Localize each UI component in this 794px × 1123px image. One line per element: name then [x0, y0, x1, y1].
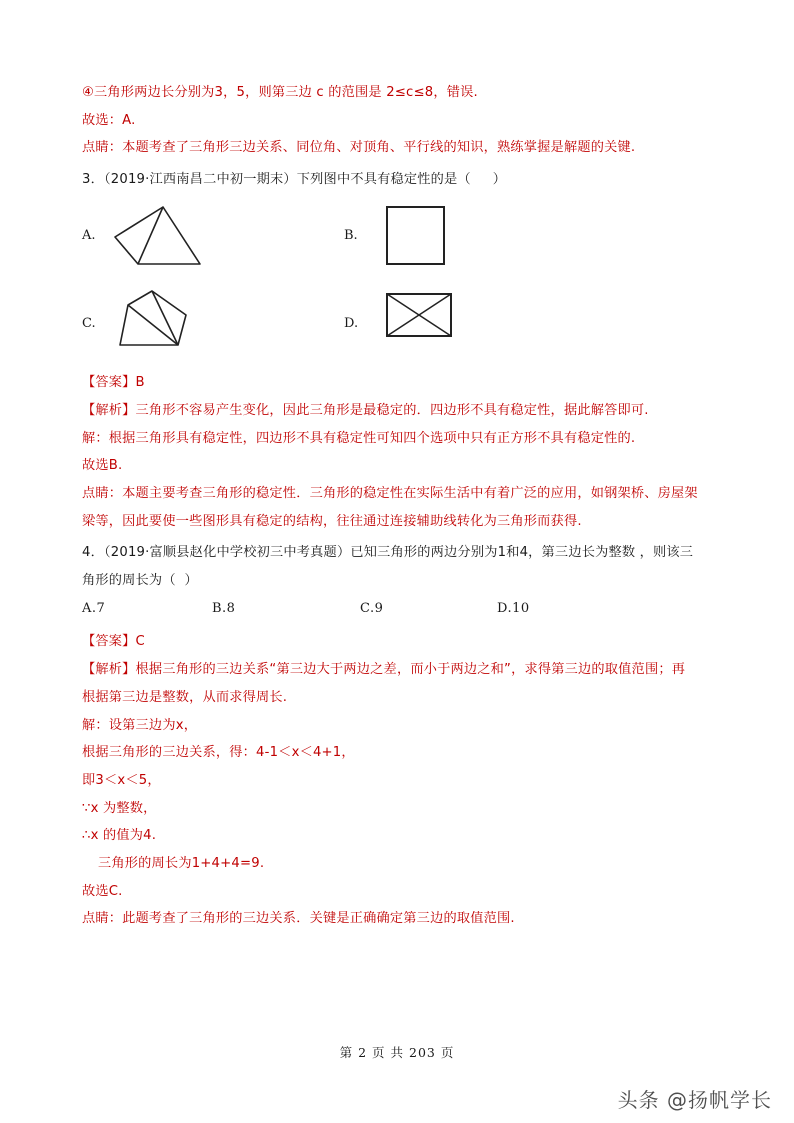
- question-4-solution-line-2: 根据三角形的三边关系，得：4-1＜x＜4+1，: [82, 745, 355, 761]
- option-c-label: C.: [82, 316, 96, 332]
- option-a-figure: [100, 202, 230, 276]
- question-3-answer: 【答案】B: [82, 375, 145, 391]
- watermark: 头条 @扬帆学长: [617, 1088, 772, 1112]
- question-3-analysis: 【解析】三角形不容易产生变化，因此三角形是最稳定的．四边形不具有稳定性，据此解答即可.: [82, 403, 649, 419]
- option-d-label: D.: [344, 316, 359, 332]
- question-4-solution-line-1: 解：设第三边为x，: [82, 717, 198, 733]
- question-4-choice-a[interactable]: A.7: [82, 601, 106, 617]
- square-icon: [382, 202, 462, 272]
- quadrilateral-with-one-diagonal-icon: [100, 202, 230, 272]
- question-4-choice-d[interactable]: D.10: [497, 601, 530, 617]
- question-4-analysis-line-2: 根据第三边是整数，从而求得周长.: [82, 689, 288, 705]
- question-4-solution-line-7: 故选C.: [82, 883, 123, 899]
- page-footer: 第 2 页 共 203 页: [339, 1045, 455, 1060]
- question-4-tip: 点睛：此题考查了三角形的三边关系．关键是正确确定第三边的取值范围.: [82, 911, 515, 927]
- option-a-label: A.: [82, 228, 96, 244]
- option-b-figure: [382, 202, 462, 276]
- option-d-figure: [382, 288, 472, 362]
- question-4-solution-line-6: 三角形的周长为1+4+4=9.: [98, 856, 265, 872]
- question-3-figures: [82, 200, 714, 368]
- option-b-label: B.: [344, 228, 358, 244]
- question-3-tip-line-2: 梁等，因此要使一些图形具有稳定的结构，往往通过连接辅助线转化为三角形而获得.: [82, 513, 582, 529]
- question-4-choices: [82, 601, 714, 623]
- previous-item-4: ④三角形两边长分别为3，5，则第三边 c 的范围是 2≤c≤8，错误.: [82, 85, 478, 100]
- rectangle-with-both-diagonals-icon: [382, 288, 472, 358]
- question-4-solution-line-5: ∴x 的值为4.: [82, 828, 157, 844]
- pentagon-with-two-diagonals-icon: [100, 288, 230, 358]
- question-4-choice-b[interactable]: B.8: [212, 601, 236, 617]
- question-4-stem-line-2: 角形的周长为（ ）: [82, 572, 198, 588]
- question-4-answer: 【答案】C: [82, 634, 145, 650]
- question-4-solution-line-4: ∵x 为整数，: [82, 800, 157, 816]
- option-c-figure: [100, 288, 230, 362]
- question-4-solution-line-3: 即3＜x＜5，: [82, 772, 161, 788]
- previous-choice: 故选：A.: [82, 112, 136, 128]
- question-3-tip-line-1: 点睛：本题主要考查三角形的稳定性．三角形的稳定性在实际生活中有着广泛的应用，如钢架桥、房屋架: [82, 486, 698, 502]
- question-4-stem-line-1: 4．（2019·富顺县赵化中学校初三中考真题）已知三角形的两边分别为1和4，第三边长为整数 ，则该三: [82, 545, 694, 561]
- question-4-choice-c[interactable]: C.9: [360, 601, 384, 617]
- question-3-solution: 解：根据三角形具有稳定性，四边形不具有稳定性可知四个选项中只有正方形不具有稳定性的.: [82, 430, 636, 446]
- question-3-stem: 3．（2019·江西南昌二中初一期末）下列图中不具有稳定性的是（ ）: [82, 171, 507, 187]
- previous-tip: 点睛：本题考查了三角形三边关系、同位角、对顶角、平行线的知识，熟练掌握是解题的关键.: [82, 140, 636, 156]
- page-content: [82, 86, 714, 940]
- question-3-choice: 故选B.: [82, 458, 123, 474]
- question-4-analysis-line-1: 【解析】根据三角形的三边关系“第三边大于两边之差，而小于两边之和”，求得第三边的取值范围；再: [82, 662, 686, 678]
